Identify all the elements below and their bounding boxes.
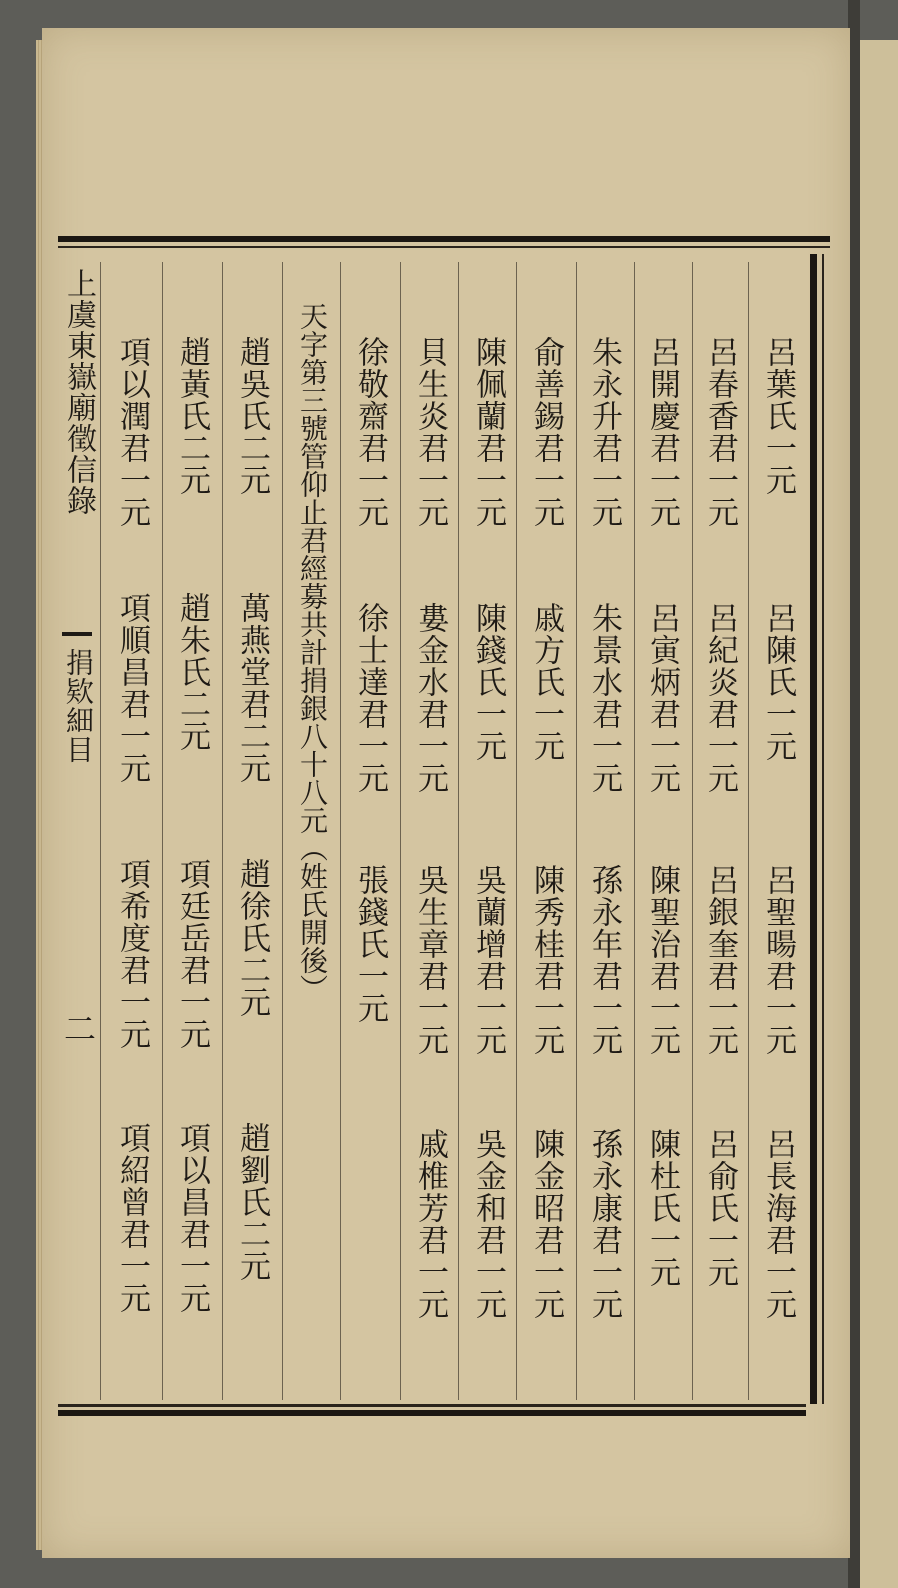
margin-column [58, 260, 98, 1400]
donor-entry: 項順昌君一元 [114, 592, 150, 784]
donor-entry: 呂長海君一元 [760, 1128, 796, 1320]
donor-entry: 陳秀桂君一元 [528, 864, 564, 1056]
donor-entry: 趙朱氏二元 [174, 592, 210, 752]
column-rule [282, 262, 283, 1400]
column-rule [340, 262, 341, 1400]
donor-column [526, 262, 566, 1402]
donor-entry: 朱永升君一元 [586, 336, 622, 528]
column-rule [162, 262, 163, 1400]
column-rule [692, 262, 693, 1400]
donor-entry: 張錢氏一元 [352, 864, 388, 1024]
frame-right-thin [822, 254, 824, 1404]
donor-column [112, 262, 152, 1402]
donor-column [232, 262, 272, 1402]
donor-entry: 陳佩蘭君一元 [470, 336, 506, 528]
donor-entry: 陳杜氏一元 [644, 1128, 680, 1288]
donor-entry: 吳蘭增君一元 [470, 864, 506, 1056]
donor-column [172, 262, 212, 1402]
donor-entry: 呂聖暘君一元 [760, 864, 796, 1056]
frame-top-thick [58, 236, 830, 242]
donor-entry: 呂陳氏一元 [760, 602, 796, 762]
donor-entry: 呂春香君一元 [702, 336, 738, 528]
donor-entry: 徐士達君一元 [352, 602, 388, 794]
frame-top-thin [58, 246, 830, 248]
donor-entry: 婁金水君一元 [412, 602, 448, 794]
donor-entry: 趙徐氏二元 [234, 858, 270, 1018]
donor-column [584, 262, 624, 1402]
donor-entry: 朱景水君一元 [586, 602, 622, 794]
donor-entry: 項以昌君一元 [174, 1122, 210, 1314]
page-number: 二 [59, 1012, 97, 1045]
donor-entry: 呂開慶君一元 [644, 336, 680, 528]
donor-entry: 呂葉氏一元 [760, 336, 796, 496]
title-separator [62, 632, 92, 636]
donor-entry: 孫永年君一元 [586, 864, 622, 1056]
donor-entry: 項以潤君一元 [114, 336, 150, 528]
column-rule [748, 262, 749, 1400]
column-rule [576, 262, 577, 1400]
donor-column [410, 262, 450, 1402]
donor-entry: 呂俞氏一元 [702, 1128, 738, 1288]
donor-entry: 陳錢氏一元 [470, 602, 506, 762]
donor-entry: 戚椎芳君一元 [412, 1128, 448, 1320]
column-rule [222, 262, 223, 1400]
donor-entry: 貝生炎君一元 [412, 336, 448, 528]
donor-entry: 趙吳氏二元 [234, 336, 270, 496]
book-title: 上虞東嶽廟徵信錄 [61, 268, 96, 516]
donor-entry: 呂紀炎君一元 [702, 602, 738, 794]
donor-entry: 俞善錫君一元 [528, 336, 564, 528]
section-title: 捐欵細目 [62, 648, 95, 764]
donor-entry: 項希度君一元 [114, 858, 150, 1050]
donor-entry: 呂銀奎君一元 [702, 864, 738, 1056]
donor-entry: 萬燕堂君二元 [234, 592, 270, 784]
column-rule [400, 262, 401, 1400]
donor-column [468, 262, 508, 1402]
donor-column [350, 262, 390, 1402]
donor-entry: 吳生章君一元 [412, 864, 448, 1056]
donor-entry: 吳金和君一元 [470, 1128, 506, 1320]
donor-entry: 陳金昭君一元 [528, 1128, 564, 1320]
donor-entry: 陳聖治君一元 [644, 864, 680, 1056]
donor-column [642, 262, 682, 1402]
donor-column [700, 262, 740, 1402]
column-rule [516, 262, 517, 1400]
donor-entry: 趙黃氏二元 [174, 336, 210, 496]
donor-entry: 趙劉氏二元 [234, 1122, 270, 1282]
donor-entry: 呂寅炳君一元 [644, 602, 680, 794]
donor-column [758, 262, 798, 1402]
donor-entry: 徐敬齋君一元 [352, 336, 388, 528]
subtotal-heading: 天字第三號管仰止君經募共計捐銀八十八元（姓氏開後） [296, 302, 329, 1002]
donor-entry: 項紹曾君一元 [114, 1122, 150, 1314]
donor-entry: 戚方氏一元 [528, 602, 564, 762]
frame-right-thick [810, 254, 817, 1404]
donor-entry: 孫永康君一元 [586, 1128, 622, 1320]
column-rule [100, 262, 101, 1400]
donor-entry: 項廷岳君一元 [174, 858, 210, 1050]
page-background-right [858, 40, 898, 1588]
column-rule [634, 262, 635, 1400]
subtotal-column [292, 262, 332, 1402]
column-rule [458, 262, 459, 1400]
